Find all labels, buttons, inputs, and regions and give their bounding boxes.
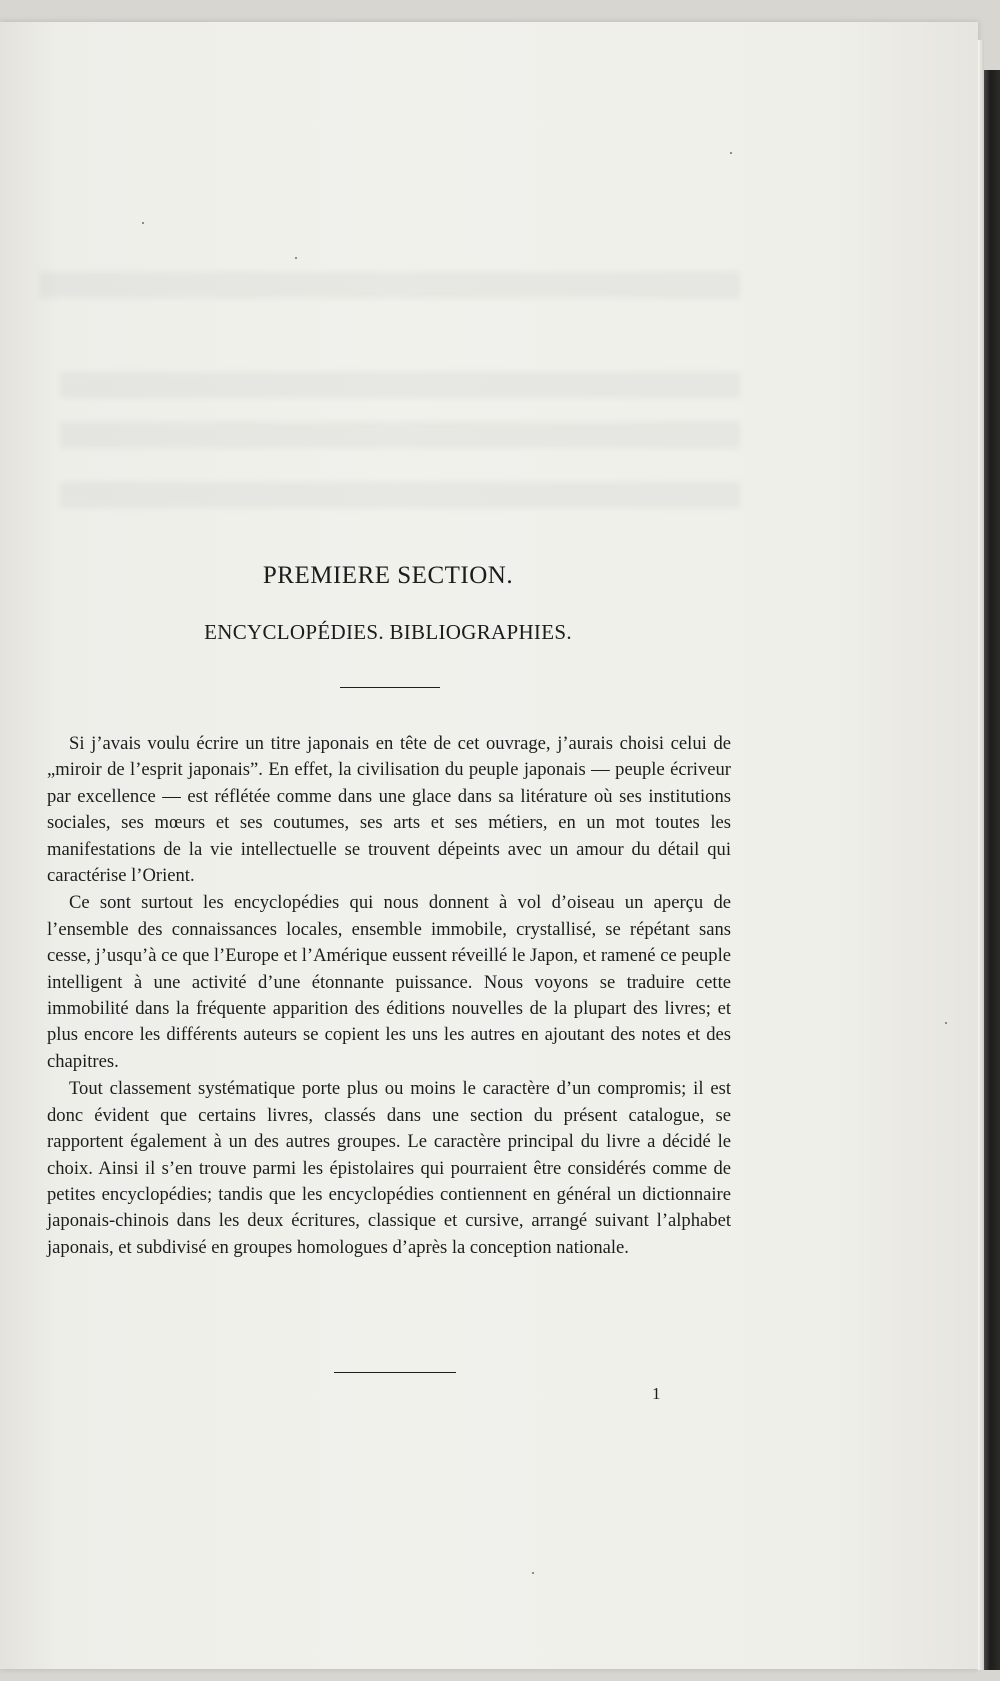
ornamental-rule-bottom xyxy=(334,1372,456,1373)
show-through-shadow xyxy=(60,372,740,398)
body-text xyxy=(47,731,731,1262)
show-through-shadow xyxy=(40,272,740,298)
paper-speck xyxy=(945,1022,947,1024)
paper-speck xyxy=(142,222,144,224)
book-cover-edge xyxy=(984,70,1000,1670)
page-number: 1 xyxy=(652,1384,661,1403)
paragraph-1: Si j’avais voulu écrire un titre japonais en tête de cet ouvrage, j’aurais choisi celui de „miroir de l’esprit japonais”. En effet, la civilisation du peuple japonais — peuple écriveur par excellence — est réflétée comme dans une glace dans sa litérature où ses institutions sociales, ses mœurs et ses coutumes, ses arts et ses métiers, en un mot toutes les manifestations de la vie intellectuelle se trouvent dépeints avec un amour du détail qui caractérise l’Orient. xyxy=(47,733,731,887)
paper-speck xyxy=(532,1572,534,1574)
book-page xyxy=(0,22,978,1669)
paragraph-3: Tout classement systématique porte plus ou moins le caractère d’un compromis; il est donc évident que certains livres, classés dans une section du présent catalogue, se rapportent également à un des autres groupes. Le caractère principal du livre a décidé le choix. Ainsi il s’en trouve parmi les épistolaires qui pourraient être considérés comme de petites encyclopédies; tandis que les encyclopédies contiennent en général un dictionnaire japonais-chinois dans les deux écritures, classique et cursive, arrangé suivant l’alphabet japonais, et subdivisé en groupes homologues d’après la conception nationale. xyxy=(47,1078,731,1258)
paper-speck xyxy=(295,257,297,259)
paragraph-2: Ce sont surtout les encyclopédies qui nous donnent à vol d’oiseau un aperçu de l’ensemble des connaissances locales, ensemble immobile, crystallisé, se répétant sans cesse, j’usqu’à ce que l’Europe et l’Amérique eussent réveillé le Japon, et ramené ce peuple intelligent à une activité d’une étonnante puissance. Nous voyons se traduire cette immobilité dans la fréquente apparition des éditions nouvelles de la plupart des livres; et plus encore les différents auteurs se copient les uns les autres en ajoutant des notes et des chapitres. xyxy=(47,892,731,1072)
section-title: PREMIERE SECTION. xyxy=(262,562,514,589)
section-subtitle: ENCYCLOPÉDIES. BIBLIOGRAPHIES. xyxy=(204,620,572,644)
show-through-shadow xyxy=(60,482,740,508)
ornamental-rule-top xyxy=(340,687,440,688)
paper-speck xyxy=(730,152,732,154)
show-through-shadow xyxy=(60,422,740,448)
